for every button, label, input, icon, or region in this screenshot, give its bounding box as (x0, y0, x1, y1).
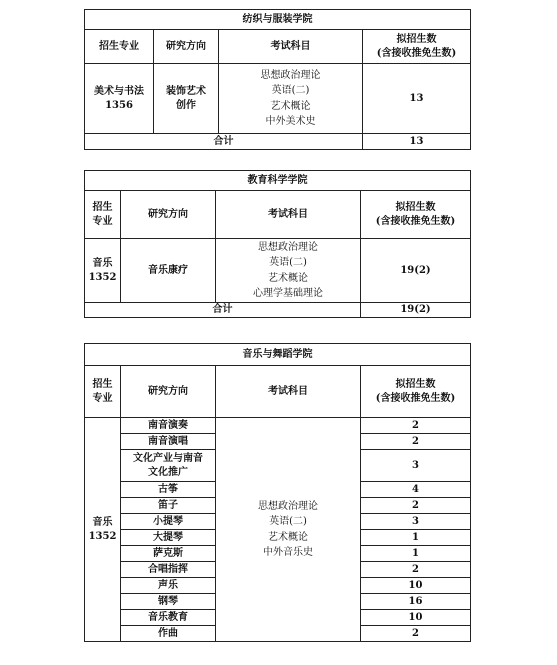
subjects-cell: 思想政治理论 英语(二) 艺术概论 中外音乐史 (216, 418, 361, 642)
header-quota: 拟招生数 (含接收推免生数) (361, 366, 471, 418)
quota-cell: 10 (361, 578, 471, 594)
subjects-cell: 思想政治理论 英语(二) 艺术概论 中外美术史 (219, 64, 363, 134)
header-subjects: 考试科目 (216, 191, 361, 239)
table-music-dance-college (84, 343, 471, 642)
direction-cell: 南音演唱 (121, 434, 216, 450)
direction-cell: 萨克斯 (121, 546, 216, 562)
header-major: 招生 专业 (85, 366, 121, 418)
header-subjects: 考试科目 (216, 366, 361, 418)
total-value: 19(2) (361, 303, 471, 318)
quota-cell: 2 (361, 418, 471, 434)
section-title: 纺织与服装学院 (85, 10, 471, 30)
direction-cell: 钢琴 (121, 594, 216, 610)
direction-cell: 小提琴 (121, 514, 216, 530)
table-education-college (84, 170, 471, 318)
header-quota: 拟招生数 (含接收推免生数) (361, 191, 471, 239)
section-title: 音乐与舞蹈学院 (85, 344, 471, 366)
direction-cell: 音乐教育 (121, 610, 216, 626)
section-title: 教育科学学院 (85, 171, 471, 191)
quota-cell: 3 (361, 514, 471, 530)
quota-cell: 2 (361, 434, 471, 450)
direction-cell: 音乐康疗 (121, 239, 216, 303)
direction-cell: 笛子 (121, 498, 216, 514)
direction-cell: 古筝 (121, 482, 216, 498)
header-subjects: 考试科目 (219, 30, 363, 64)
header-major: 招生专业 (85, 30, 154, 64)
quota-cell: 13 (363, 64, 471, 134)
major-cell: 音乐 1352 (85, 418, 121, 642)
direction-cell: 大提琴 (121, 530, 216, 546)
table-textile-college (84, 9, 471, 150)
direction-cell: 南音演奏 (121, 418, 216, 434)
total-label: 合计 (85, 134, 363, 150)
quota-cell: 19(2) (361, 239, 471, 303)
quota-cell: 1 (361, 546, 471, 562)
direction-cell: 作曲 (121, 626, 216, 642)
major-cell: 音乐 1352 (85, 239, 121, 303)
major-cell: 美术与书法 1356 (85, 64, 154, 134)
quota-cell: 16 (361, 594, 471, 610)
header-direction: 研究方向 (121, 366, 216, 418)
quota-cell: 3 (361, 450, 471, 482)
quota-cell: 2 (361, 626, 471, 642)
quota-cell: 2 (361, 562, 471, 578)
header-direction: 研究方向 (121, 191, 216, 239)
direction-cell: 合唱指挥 (121, 562, 216, 578)
subjects-cell: 思想政治理论 英语(二) 艺术概论 心理学基础理论 (216, 239, 361, 303)
direction-cell: 声乐 (121, 578, 216, 594)
direction-cell: 装饰艺术 创作 (154, 64, 219, 134)
quota-cell: 1 (361, 530, 471, 546)
direction-cell: 文化产业与南音 文化推广 (121, 450, 216, 482)
quota-cell: 2 (361, 498, 471, 514)
quota-cell: 10 (361, 610, 471, 626)
total-value: 13 (363, 134, 471, 150)
header-major: 招生 专业 (85, 191, 121, 239)
header-direction: 研究方向 (154, 30, 219, 64)
header-quota: 拟招生数 (含接收推免生数) (363, 30, 471, 64)
quota-cell: 4 (361, 482, 471, 498)
total-label: 合计 (85, 303, 361, 318)
